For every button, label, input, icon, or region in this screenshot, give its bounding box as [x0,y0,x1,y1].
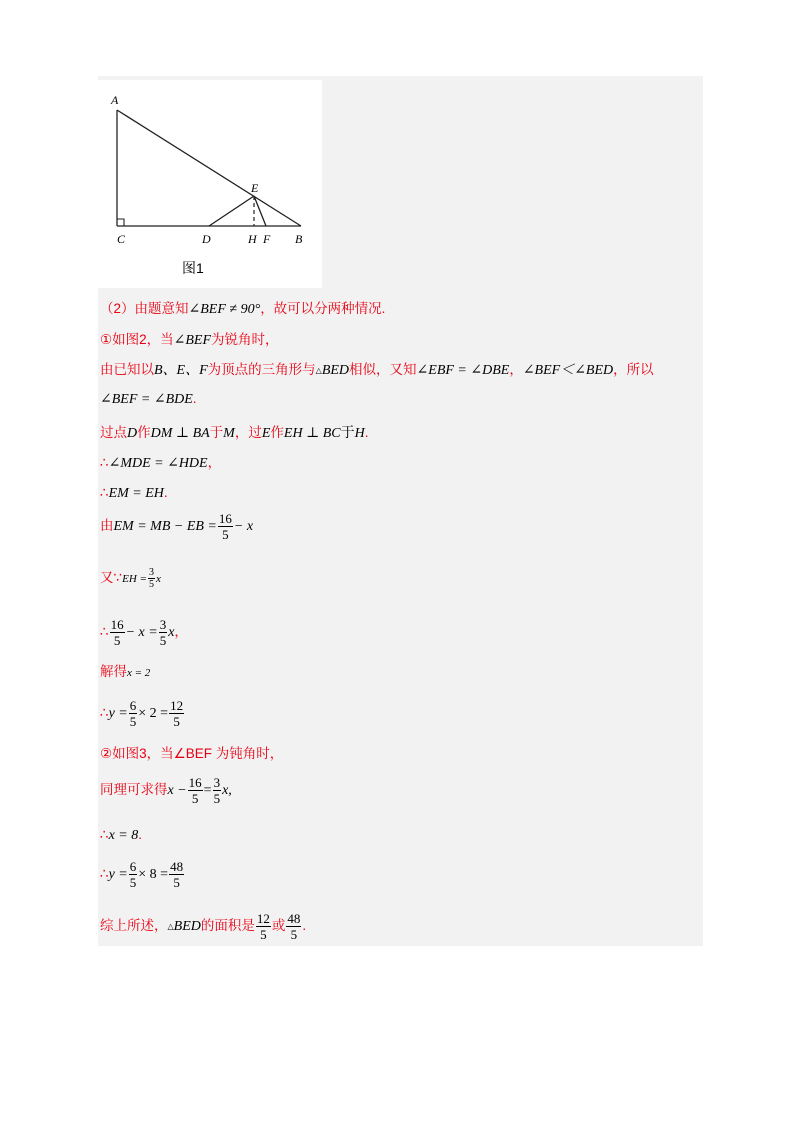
right-angle-mark [117,219,124,226]
segment-de [209,196,254,226]
fraction: $\frac{48}{5}$ [287,911,301,942]
fraction: $\frac{3}{5}$ [213,775,221,806]
label-b: B [295,232,303,246]
fraction: $\frac{16}{5}$ [110,617,124,648]
line-5: 过点D作DM ⊥ BA于M，过E作EH ⊥ BC于H. [100,425,369,441]
fraction: $\frac{12}{5}$ [256,911,270,942]
line-1: （2）由题意知∠BEF ≠ 90°，故可以分两种情况. [100,301,386,317]
fraction: $\frac{6}{5}$ [129,859,137,890]
line-7: ∴EM = EH. [100,485,168,501]
line-16: ∴y = $\frac{6}{5}$ × 8 = $\frac{48}{5}$ [100,859,184,890]
line-6: ∴∠MDE = ∠HDE， [100,455,222,471]
fraction: $\frac{3}{5}$ [148,567,154,590]
fraction: $\frac{16}{5}$ [218,511,232,542]
line-15: ∴x = 8. [100,827,143,843]
line-14: 同理可求得x − $\frac{16}{5}$ = $\frac{3}{5}$ x, [100,775,232,806]
line-17: 综上所述，△BED的面积是 $\frac{12}{5}$ 或 $\frac{48}{5}$ . [100,911,307,942]
label-c: C [117,232,126,246]
line-10: ∴ $\frac{16}{5}$ − x = $\frac{3}{5}$ x， [100,617,188,648]
label-a: A [111,93,119,107]
label-f: F [263,232,271,246]
line-11: 解得x = 2 [100,664,151,679]
line-12: ∴y = $\frac{6}{5}$ × 2 = $\frac{12}{5}$ [100,698,184,729]
figure-1 [98,80,322,288]
fraction: $\frac{3}{5}$ [159,617,167,648]
figure-caption: 图1 [182,260,204,276]
line-4: ∠BEF = ∠BDE. [100,391,197,407]
segment-ab [117,110,301,226]
fraction: $\frac{6}{5}$ [129,698,137,729]
fraction: $\frac{48}{5}$ [170,859,184,890]
label-e: E [251,181,259,195]
line-3: 由已知以B、E、F为顶点的三角形与△BED相似，又知∠EBF = ∠DBE，∠BEF＜∠BED，所以 [100,362,654,378]
fraction: $\frac{16}{5}$ [188,775,202,806]
fraction: $\frac{12}{5}$ [170,698,184,729]
label-h: H [248,232,257,246]
geometry-diagram [98,80,322,288]
label-d: D [202,232,211,246]
line-9: 又∵EH = $\frac{3}{5}$ x [100,567,161,590]
line-8: 由EM = MB − EB = $\frac{16}{5}$ − x [100,511,254,542]
line-13: ②如图3，当∠BEF 为钝角时， [100,746,284,761]
line-2: ①如图2，当∠BEF为锐角时， [100,332,279,348]
